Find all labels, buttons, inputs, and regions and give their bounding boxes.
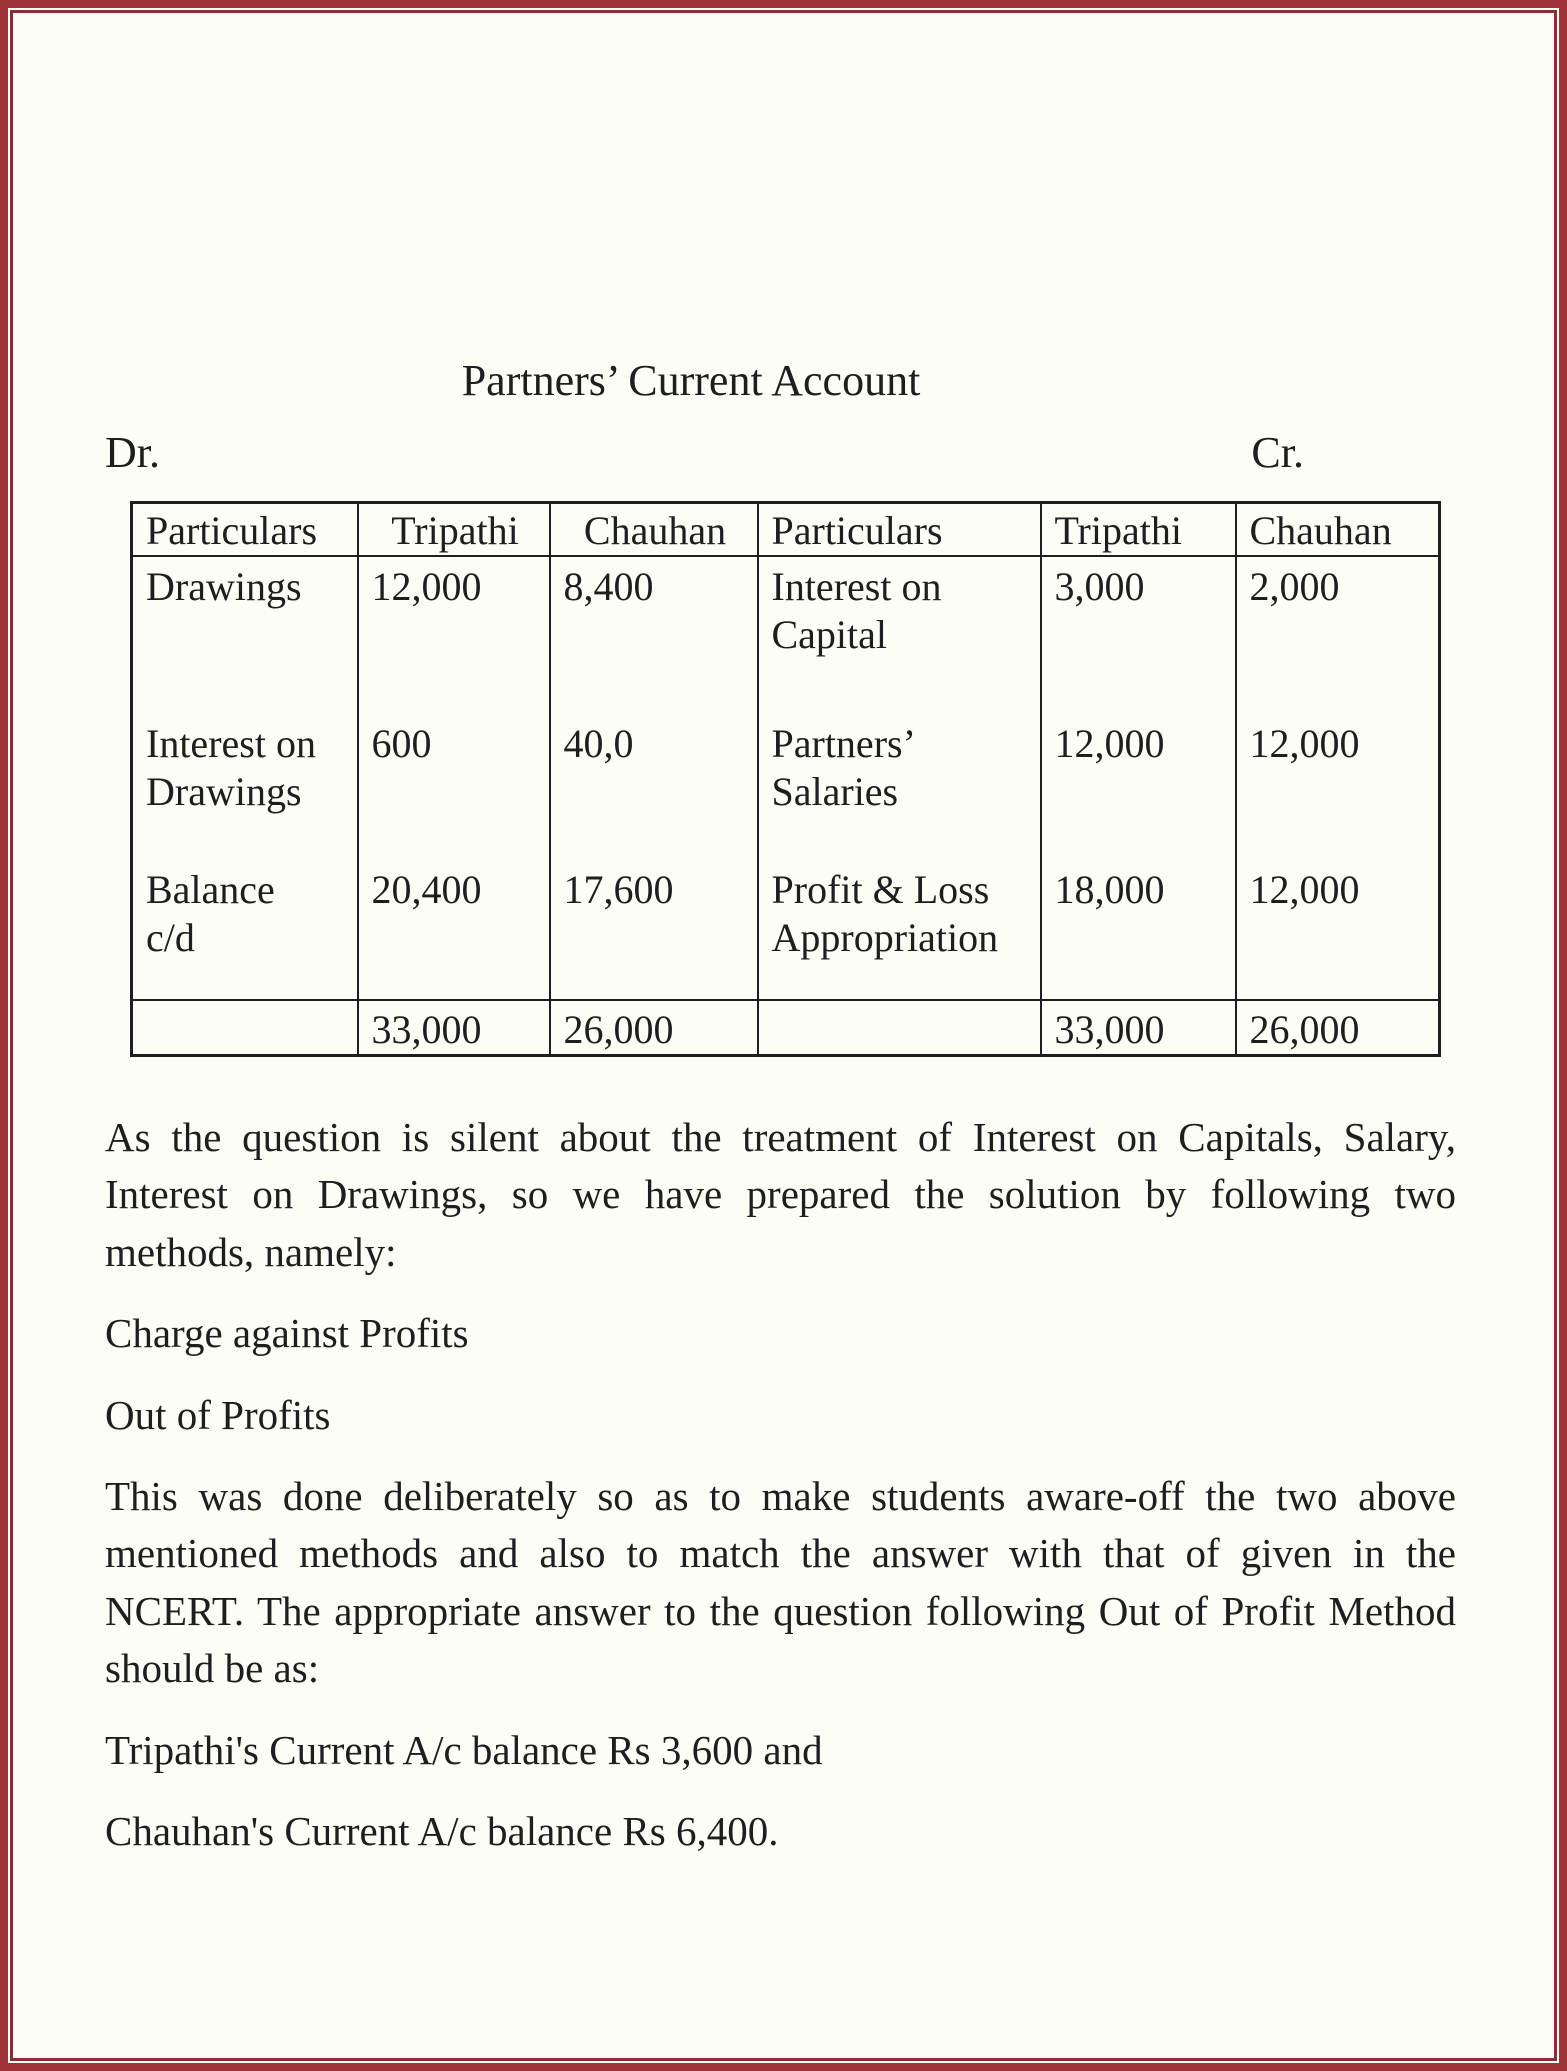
table-row xyxy=(132,860,1440,1000)
table-header-row xyxy=(132,502,1440,556)
cell-dr-particulars xyxy=(132,860,358,1000)
column-header-cr-tripathi: Tripathi xyxy=(1041,502,1236,556)
cell-dr-chauhan: 40,0 xyxy=(550,714,758,860)
cell-cr-particulars: Profit & Loss Appropriation xyxy=(758,860,1041,1000)
cell-dr-particulars: Interest on Drawings xyxy=(132,714,358,860)
total-cr-chauhan: 26,000 xyxy=(1236,1000,1440,1056)
column-header-dr-tripathi: Tripathi xyxy=(358,502,550,556)
paragraph-chauhan-balance: Chauhan's Current A/c balance Rs 6,400. xyxy=(105,1807,779,1854)
column-header-dr-particulars: Particulars xyxy=(132,502,358,556)
cell-text: Balance c/d xyxy=(146,866,275,960)
dr-cr-row xyxy=(105,429,1304,477)
cell-empty xyxy=(132,1000,358,1056)
cell-cr-particulars: Interest on Capital xyxy=(758,556,1041,714)
paragraph-method-out-of-profits: Out of Profits xyxy=(105,1391,331,1438)
dr-label: Dr. xyxy=(105,427,160,477)
cell-cr-tripathi: 18,000 xyxy=(1041,860,1236,1000)
explanation-text xyxy=(105,1109,1456,1860)
total-dr-tripathi: 33,000 xyxy=(358,1000,550,1056)
cell-empty xyxy=(758,1000,1041,1056)
cell-dr-particulars: Drawings xyxy=(132,556,358,714)
cell-cr-chauhan: 12,000 xyxy=(1236,714,1440,860)
cell-cr-chauhan: 2,000 xyxy=(1236,556,1440,714)
paragraph-methods-intro: As the question is silent about the treatment of Interest on Capitals, Salary, Interest on Drawings, so we have prepared the solution by following two methods, namely: xyxy=(105,1113,1456,1275)
page-title: Partners’ Current Account xyxy=(461,356,921,405)
paragraph-method-charge: Charge against Profits xyxy=(105,1310,469,1357)
column-header-dr-chauhan: Chauhan xyxy=(550,502,758,556)
total-cr-tripathi: 33,000 xyxy=(1041,1000,1236,1056)
cell-dr-tripathi: 12,000 xyxy=(358,556,550,714)
column-header-cr-chauhan: Chauhan xyxy=(1236,502,1440,556)
cr-label: Cr. xyxy=(1251,427,1304,477)
cell-dr-tripathi: 20,400 xyxy=(358,860,550,1000)
cell-cr-tripathi: 3,000 xyxy=(1041,556,1236,714)
paragraph-tripathi-balance: Tripathi's Current A/c balance Rs 3,600 and xyxy=(105,1726,823,1773)
paragraph-deliberate-note: This was done deliberately so as to make students aware-off the two above mentioned methods and also to match the answer with that of given in the NCERT. The appropriate answer to the question following Out of Profit Method should be as: xyxy=(105,1472,1456,1692)
column-header-cr-particulars: Particulars xyxy=(758,502,1041,556)
table-row xyxy=(132,556,1440,714)
cell-cr-chauhan: 12,000 xyxy=(1236,860,1440,1000)
cell-dr-tripathi: 600 xyxy=(358,714,550,860)
cell-cr-particulars: Partners’ Salaries xyxy=(758,714,1041,860)
partners-current-account-table xyxy=(130,501,1441,1057)
totals-row xyxy=(132,1000,1440,1056)
cell-cr-tripathi: 12,000 xyxy=(1041,714,1236,860)
cell-dr-chauhan: 17,600 xyxy=(550,860,758,1000)
cell-dr-chauhan: 8,400 xyxy=(550,556,758,714)
table-row xyxy=(132,714,1440,860)
total-dr-chauhan: 26,000 xyxy=(550,1000,758,1056)
